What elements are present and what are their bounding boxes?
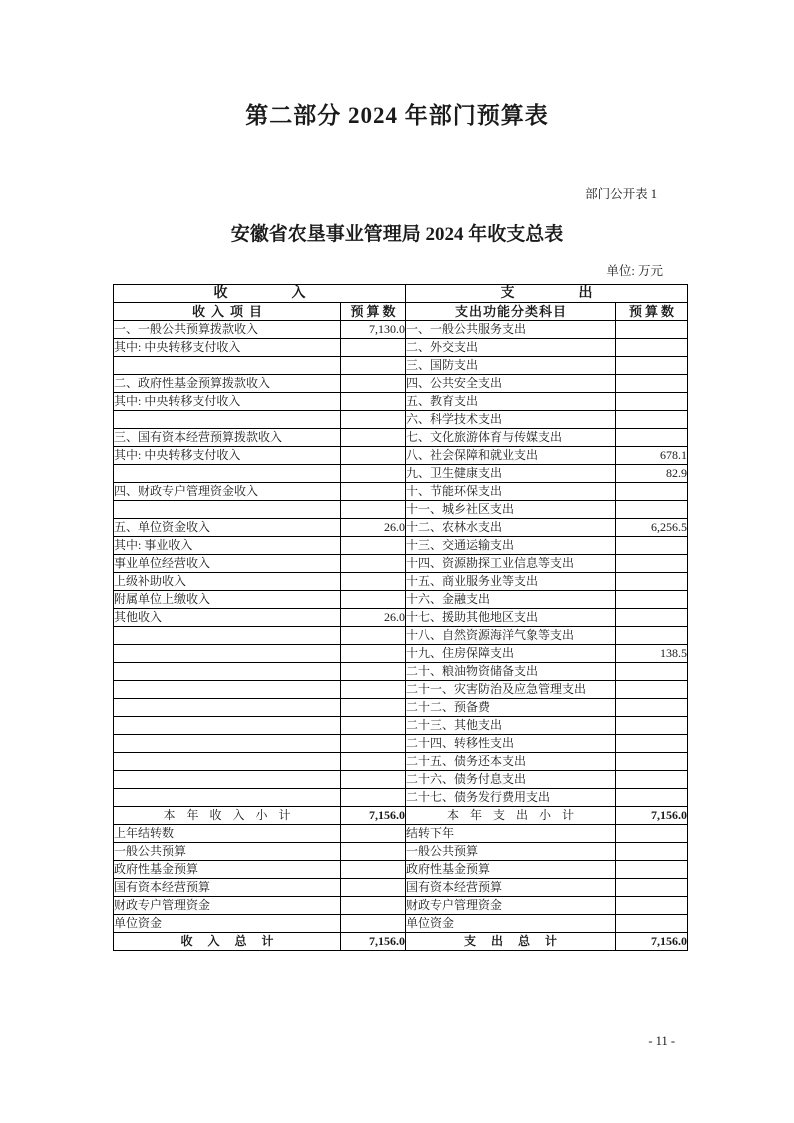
table-row bbox=[114, 681, 688, 699]
income-item-cell: 四、财政专户管理资金收入 bbox=[114, 483, 341, 501]
income-item-cell bbox=[114, 465, 341, 483]
table-row bbox=[114, 915, 688, 933]
income-item-cell: 一般公共预算 bbox=[114, 843, 341, 861]
expense-item-cell: 十、节能环保支出 bbox=[406, 483, 616, 501]
income-item-cell: 三、国有资本经营预算拨款收入 bbox=[114, 429, 341, 447]
expense-value-cell bbox=[616, 735, 688, 753]
table-row bbox=[114, 933, 688, 951]
expense-item-cell: 十五、商业服务业等支出 bbox=[406, 573, 616, 591]
income-value-cell bbox=[341, 663, 406, 681]
expense-item-cell: 二、外交支出 bbox=[406, 339, 616, 357]
expense-item-cell: 十三、交通运输支出 bbox=[406, 537, 616, 555]
income-value-cell bbox=[341, 375, 406, 393]
table-row bbox=[114, 861, 688, 879]
income-value-cell bbox=[341, 339, 406, 357]
table-row bbox=[114, 465, 688, 483]
income-item-cell: 五、单位资金收入 bbox=[114, 519, 341, 537]
income-item-cell: 一、一般公共预算拨款收入 bbox=[114, 321, 341, 339]
table-row bbox=[114, 825, 688, 843]
expense-item-cell: 单位资金 bbox=[406, 915, 616, 933]
income-item-cell: 上年结转数 bbox=[114, 825, 341, 843]
expense-item-cell: 五、教育支出 bbox=[406, 393, 616, 411]
table-row bbox=[114, 843, 688, 861]
expense-value-cell bbox=[616, 627, 688, 645]
expense-value-cell bbox=[616, 789, 688, 807]
table-row bbox=[114, 645, 688, 663]
expense-section-header: 支出 bbox=[406, 285, 688, 303]
income-value-cell bbox=[341, 897, 406, 915]
expense-value-cell bbox=[616, 573, 688, 591]
table-row bbox=[114, 555, 688, 573]
expense-value-cell bbox=[616, 483, 688, 501]
expense-value-cell bbox=[616, 771, 688, 789]
income-item-cell: 上级补助收入 bbox=[114, 573, 341, 591]
income-value-cell bbox=[341, 465, 406, 483]
table-row bbox=[114, 699, 688, 717]
expense-item-cell: 十一、城乡社区支出 bbox=[406, 501, 616, 519]
table-column-header-row bbox=[114, 303, 688, 321]
expense-value-cell bbox=[616, 879, 688, 897]
table-row bbox=[114, 897, 688, 915]
expense-item-cell: 二十五、债务还本支出 bbox=[406, 753, 616, 771]
income-item-cell: 其中: 中央转移支付收入 bbox=[114, 447, 341, 465]
income-value-cell bbox=[341, 681, 406, 699]
income-value-cell bbox=[341, 717, 406, 735]
expense-value-cell: 678.1 bbox=[616, 447, 688, 465]
income-item-cell: 其中: 中央转移支付收入 bbox=[114, 393, 341, 411]
expense-item-cell: 一、一般公共服务支出 bbox=[406, 321, 616, 339]
table-row bbox=[114, 321, 688, 339]
budget-table-head bbox=[114, 285, 688, 321]
expense-item-cell: 八、社会保障和就业支出 bbox=[406, 447, 616, 465]
table-row bbox=[114, 357, 688, 375]
expense-budget-column-header: 预算数 bbox=[616, 303, 688, 321]
table-row bbox=[114, 717, 688, 735]
expense-item-cell: 十九、住房保障支出 bbox=[406, 645, 616, 663]
table-tag-label: 部门公开表 1 bbox=[585, 187, 657, 201]
income-item-cell bbox=[114, 717, 341, 735]
table-row bbox=[114, 573, 688, 591]
expense-value-cell: 7,156.0 bbox=[616, 933, 688, 951]
income-item-cell: 其他收入 bbox=[114, 609, 341, 627]
expense-value-cell bbox=[616, 861, 688, 879]
income-item-cell: 财政专户管理资金 bbox=[114, 897, 341, 915]
expense-item-cell: 十八、自然资源海洋气象等支出 bbox=[406, 627, 616, 645]
expense-item-cell: 十四、资源勘探工业信息等支出 bbox=[406, 555, 616, 573]
expense-value-cell bbox=[616, 321, 688, 339]
expense-item-cell: 十六、金融支出 bbox=[406, 591, 616, 609]
income-value-cell bbox=[341, 861, 406, 879]
income-value-cell bbox=[341, 879, 406, 897]
table-row bbox=[114, 609, 688, 627]
income-value-cell: 7,130.0 bbox=[341, 321, 406, 339]
budget-table-body bbox=[114, 321, 688, 951]
income-item-cell bbox=[114, 663, 341, 681]
expense-value-cell bbox=[616, 501, 688, 519]
expense-value-cell bbox=[616, 915, 688, 933]
income-section-header: 收入 bbox=[114, 285, 406, 303]
income-item-cell: 收入总计 bbox=[114, 933, 341, 951]
income-item-cell bbox=[114, 645, 341, 663]
table-row bbox=[114, 735, 688, 753]
expense-value-cell bbox=[616, 591, 688, 609]
income-item-cell bbox=[114, 735, 341, 753]
expense-item-cell: 三、国防支出 bbox=[406, 357, 616, 375]
income-value-cell bbox=[341, 825, 406, 843]
income-item-cell bbox=[114, 771, 341, 789]
expense-value-cell bbox=[616, 663, 688, 681]
income-item-cell: 单位资金 bbox=[114, 915, 341, 933]
expense-value-cell bbox=[616, 375, 688, 393]
expense-item-cell: 政府性基金预算 bbox=[406, 861, 616, 879]
expense-item-cell: 二十三、其他支出 bbox=[406, 717, 616, 735]
expense-value-cell bbox=[616, 555, 688, 573]
income-value-cell: 26.0 bbox=[341, 519, 406, 537]
expense-item-cell: 六、科学技术支出 bbox=[406, 411, 616, 429]
expense-item-cell: 四、公共安全支出 bbox=[406, 375, 616, 393]
table-title: 安徽省农垦事业管理局 2024 年收支总表 bbox=[230, 224, 564, 245]
table-section-header-row bbox=[114, 285, 688, 303]
income-value-cell: 26.0 bbox=[341, 609, 406, 627]
table-row bbox=[114, 663, 688, 681]
expense-item-cell: 国有资本经营预算 bbox=[406, 879, 616, 897]
expense-value-cell bbox=[616, 897, 688, 915]
income-value-cell bbox=[341, 753, 406, 771]
income-value-cell bbox=[341, 393, 406, 411]
income-item-cell: 其中: 中央转移支付收入 bbox=[114, 339, 341, 357]
income-value-cell bbox=[341, 627, 406, 645]
expense-value-cell bbox=[616, 609, 688, 627]
table-row bbox=[114, 339, 688, 357]
expense-item-cell: 二十四、转移性支出 bbox=[406, 735, 616, 753]
expense-value-cell: 138.5 bbox=[616, 645, 688, 663]
expense-item-cell: 二十二、预备费 bbox=[406, 699, 616, 717]
income-budget-column-header: 预算数 bbox=[341, 303, 406, 321]
expense-value-cell: 6,256.5 bbox=[616, 519, 688, 537]
expense-item-cell: 七、文化旅游体育与传媒支出 bbox=[406, 429, 616, 447]
income-value-cell bbox=[341, 537, 406, 555]
income-item-cell bbox=[114, 627, 341, 645]
expense-item-cell: 一般公共预算 bbox=[406, 843, 616, 861]
table-row bbox=[114, 753, 688, 771]
table-row bbox=[114, 411, 688, 429]
income-value-cell bbox=[341, 771, 406, 789]
income-value-cell bbox=[341, 573, 406, 591]
table-row bbox=[114, 429, 688, 447]
budget-table bbox=[113, 284, 688, 951]
income-item-cell bbox=[114, 789, 341, 807]
expense-value-cell bbox=[616, 429, 688, 447]
income-item-cell bbox=[114, 681, 341, 699]
table-row bbox=[114, 447, 688, 465]
expense-value-cell bbox=[616, 537, 688, 555]
expense-item-cell: 支出总计 bbox=[406, 933, 616, 951]
income-value-cell bbox=[341, 429, 406, 447]
expense-item-column-header: 支出功能分类科目 bbox=[406, 303, 616, 321]
expense-value-cell: 82.9 bbox=[616, 465, 688, 483]
income-value-cell bbox=[341, 843, 406, 861]
page-number: - 11 - bbox=[648, 1034, 675, 1048]
expense-item-cell: 二十、粮油物资储备支出 bbox=[406, 663, 616, 681]
expense-value-cell bbox=[616, 357, 688, 375]
income-value-cell bbox=[341, 591, 406, 609]
income-value-cell: 7,156.0 bbox=[341, 933, 406, 951]
table-row bbox=[114, 879, 688, 897]
expense-item-cell: 财政专户管理资金 bbox=[406, 897, 616, 915]
income-value-cell bbox=[341, 699, 406, 717]
income-item-cell: 政府性基金预算 bbox=[114, 861, 341, 879]
income-value-cell bbox=[341, 645, 406, 663]
table-row bbox=[114, 789, 688, 807]
table-row bbox=[114, 771, 688, 789]
expense-item-cell: 二十六、债务付息支出 bbox=[406, 771, 616, 789]
income-item-cell bbox=[114, 753, 341, 771]
income-value-cell bbox=[341, 915, 406, 933]
part-title: 第二部分 2024 年部门预算表 bbox=[245, 103, 549, 128]
expense-item-cell: 十二、农林水支出 bbox=[406, 519, 616, 537]
income-item-cell bbox=[114, 501, 341, 519]
income-item-cell: 事业单位经营收入 bbox=[114, 555, 341, 573]
income-item-cell: 附属单位上缴收入 bbox=[114, 591, 341, 609]
income-value-cell bbox=[341, 483, 406, 501]
expense-item-cell: 本年支出小计 bbox=[406, 807, 616, 825]
income-value-cell bbox=[341, 447, 406, 465]
expense-value-cell bbox=[616, 825, 688, 843]
unit-note: 单位: 万元 bbox=[606, 264, 663, 278]
table-row bbox=[114, 537, 688, 555]
expense-value-cell bbox=[616, 411, 688, 429]
expense-value-cell bbox=[616, 699, 688, 717]
expense-item-cell: 结转下年 bbox=[406, 825, 616, 843]
income-value-cell bbox=[341, 735, 406, 753]
income-item-column-header: 收入项目 bbox=[114, 303, 341, 321]
income-item-cell: 二、政府性基金预算拨款收入 bbox=[114, 375, 341, 393]
income-item-cell bbox=[114, 357, 341, 375]
income-item-cell: 国有资本经营预算 bbox=[114, 879, 341, 897]
income-item-cell bbox=[114, 411, 341, 429]
expense-value-cell: 7,156.0 bbox=[616, 807, 688, 825]
expense-value-cell bbox=[616, 843, 688, 861]
expense-value-cell bbox=[616, 753, 688, 771]
income-value-cell bbox=[341, 501, 406, 519]
table-row bbox=[114, 807, 688, 825]
expense-item-cell: 二十一、灾害防治及应急管理支出 bbox=[406, 681, 616, 699]
expense-value-cell bbox=[616, 681, 688, 699]
table-row bbox=[114, 375, 688, 393]
income-item-cell bbox=[114, 699, 341, 717]
expense-value-cell bbox=[616, 717, 688, 735]
income-value-cell: 7,156.0 bbox=[341, 807, 406, 825]
expense-item-cell: 二十七、债务发行费用支出 bbox=[406, 789, 616, 807]
table-row bbox=[114, 393, 688, 411]
table-row bbox=[114, 627, 688, 645]
income-value-cell bbox=[341, 789, 406, 807]
table-row bbox=[114, 483, 688, 501]
income-value-cell bbox=[341, 357, 406, 375]
income-value-cell bbox=[341, 555, 406, 573]
income-item-cell: 其中: 事业收入 bbox=[114, 537, 341, 555]
expense-value-cell bbox=[616, 393, 688, 411]
expense-item-cell: 九、卫生健康支出 bbox=[406, 465, 616, 483]
expense-value-cell bbox=[616, 339, 688, 357]
table-row bbox=[114, 591, 688, 609]
table-row bbox=[114, 501, 688, 519]
income-value-cell bbox=[341, 411, 406, 429]
table-row bbox=[114, 519, 688, 537]
expense-item-cell: 十七、援助其他地区支出 bbox=[406, 609, 616, 627]
income-item-cell: 本年收入小计 bbox=[114, 807, 341, 825]
